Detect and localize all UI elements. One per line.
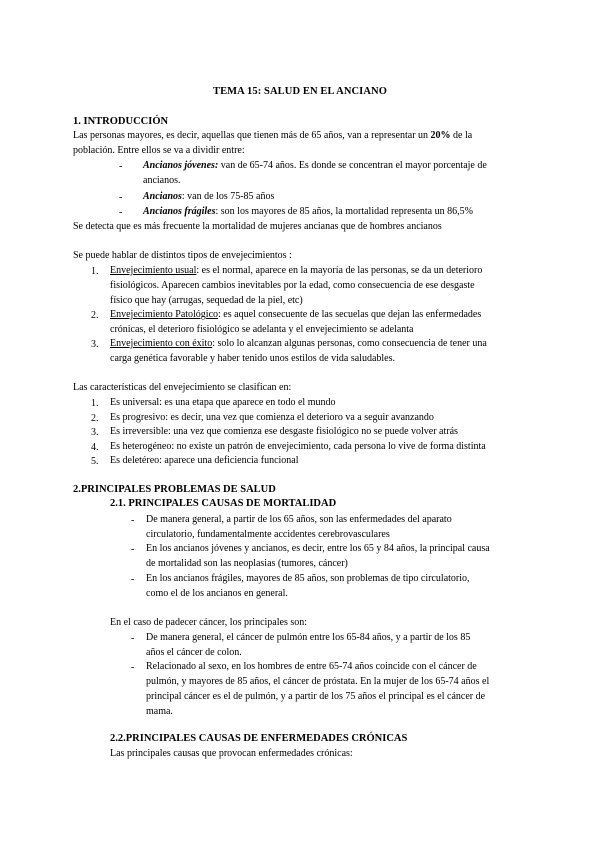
list-number: 3. <box>91 427 99 438</box>
intro-paragraph-line2: población. Entre ellos se va a dividir entre: <box>73 145 245 156</box>
types-intro: Se puede hablar de distintos tipos de envejecimientos : <box>73 250 292 261</box>
characteristic-item: Es irreversible: una vez que comienza ese desgaste fisiológico no se puede volver atrás <box>110 426 458 437</box>
intro-paragraph-line1 <box>73 129 472 144</box>
list-number: 1. <box>91 266 99 277</box>
group-item: Ancianos: van de los 75-85 años <box>143 191 275 202</box>
dash-bullet: - <box>131 662 135 673</box>
document-title: TEMA 15: SALUD EN EL ANCIANO <box>212 86 388 97</box>
intro-text-end: de la <box>450 130 473 141</box>
type-item: Envejecimiento Patológico: es aquel consecuente de las secuelas que dejan las enfermedades <box>110 309 482 320</box>
cancer-item-cont: pulmón, y mayores de 85 años, el cáncer de próstata. En la mujer de los 65-74 años el <box>146 676 490 687</box>
type-item-cont: carga genética favorable y haber tenido unos estilos de vida saludables. <box>110 353 395 364</box>
list-number: 2. <box>91 310 99 321</box>
dash-bullet: - <box>131 574 135 585</box>
list-number: 1. <box>91 398 99 409</box>
mortality-note: Se detecta que es más frecuente la mortalidad de mujeres ancianas que de hombres ancianos <box>73 221 442 232</box>
type-item-cont: físico que hay (arrugas, sequedad de la piel, etc) <box>110 295 303 306</box>
chronic-intro: Las principales causas que provocan enfermedades crónicas: <box>110 748 353 759</box>
characteristic-item: Es deletéreo: aparece una deficiencia funcional <box>110 455 299 466</box>
cancer-item: Relacionado al sexo, en los hombres de entre 65-74 años coincide con el cáncer de <box>146 661 477 672</box>
characteristic-item: Es universal: es una etapa que aparece en todo el mundo <box>110 397 336 408</box>
intro-percentage: 20% <box>430 130 451 141</box>
section-heading-introduccion: 1. INTRODUCCIÓN <box>73 116 169 127</box>
subsection-heading-cronicas: 2.2.PRINCIPALES CAUSAS DE ENFERMEDADES CRÓNICAS <box>110 733 408 744</box>
cancer-item: De manera general, el cáncer de pulmón entre los 65-84 años, y a partir de los 85 <box>146 632 471 643</box>
mortality-item: De manera general, a partir de los 65 años, son las enfermedades del aparato <box>146 514 452 525</box>
dash-bullet: - <box>119 192 123 203</box>
mortality-item: En los ancianos frágiles, mayores de 85 años, son problemas de tipo circulatorio, <box>146 573 470 584</box>
intro-text: Las personas mayores, es decir, aquellas que tienen más de 65 años, van a representar un <box>73 130 431 141</box>
type-item-cont: fisiológicos. Aparecen cambios inevitables por la edad, como consecuencia de ese desgaste <box>110 280 475 291</box>
list-number: 3. <box>91 339 99 350</box>
characteristics-intro: Las características del envejecimiento se clasifican en: <box>73 382 292 393</box>
dash-bullet: - <box>131 544 135 555</box>
dash-bullet: - <box>119 207 123 218</box>
dash-bullet: - <box>119 161 123 172</box>
subsection-heading-mortalidad: 2.1. PRINCIPALES CAUSAS DE MORTALIDAD <box>110 498 337 509</box>
type-item: Envejecimiento con éxito: solo lo alcanzan algunas personas, como consecuencia de tener una <box>110 338 487 349</box>
type-item: Envejecimiento usual: es el normal, aparece en la mayoría de las personas, se da un deterioro <box>110 265 483 276</box>
list-number: 2. <box>91 413 99 424</box>
cancer-item-cont: mama. <box>146 706 173 717</box>
group-item-cont: ancianos. <box>143 175 181 186</box>
type-item-cont: crónicas, el deterioro fisiológico se adelanta y el envejecimiento se adelanta <box>110 324 414 335</box>
mortality-item-cont: como el de los ancianos en general. <box>146 588 288 599</box>
list-number: 4. <box>91 442 99 453</box>
mortality-item: En los ancianos jóvenes y ancianos, es decir, entre los 65 y 84 años, la principal causa <box>146 543 490 554</box>
mortality-item-cont: circulatorio, fundamentalmente accidentes cerebrovasculares <box>146 529 390 540</box>
dash-bullet: - <box>131 633 135 644</box>
cancer-intro: En el caso de padecer cáncer, los principales son: <box>110 617 308 628</box>
characteristic-item: Es heterogéneo: no existe un patrón de envejecimiento, cada persona lo vive de forma distinta <box>110 441 486 452</box>
group-item: Ancianos frágiles: son los mayores de 85 años, la mortalidad representa un 86,5% <box>143 206 473 217</box>
section-heading-problemas: 2.PRINCIPALES PROBLEMAS DE SALUD <box>73 484 276 495</box>
cancer-item-cont: años el cáncer de colon. <box>146 647 242 658</box>
dash-bullet: - <box>131 515 135 526</box>
cancer-item-cont: principal cáncer es el de pulmón, y a partir de los 75 años el principal es el cáncer de <box>146 691 486 702</box>
mortality-item-cont: de mortalidad son las neoplasias (tumores, cáncer) <box>146 558 348 569</box>
group-item: Ancianos jóvenes: van de 65-74 años. Es donde se concentran el mayor porcentaje de <box>143 160 487 171</box>
list-number: 5. <box>91 456 99 467</box>
characteristic-item: Es progresivo: es decir, una vez que comienza el deterioro va a seguir avanzando <box>110 412 434 423</box>
